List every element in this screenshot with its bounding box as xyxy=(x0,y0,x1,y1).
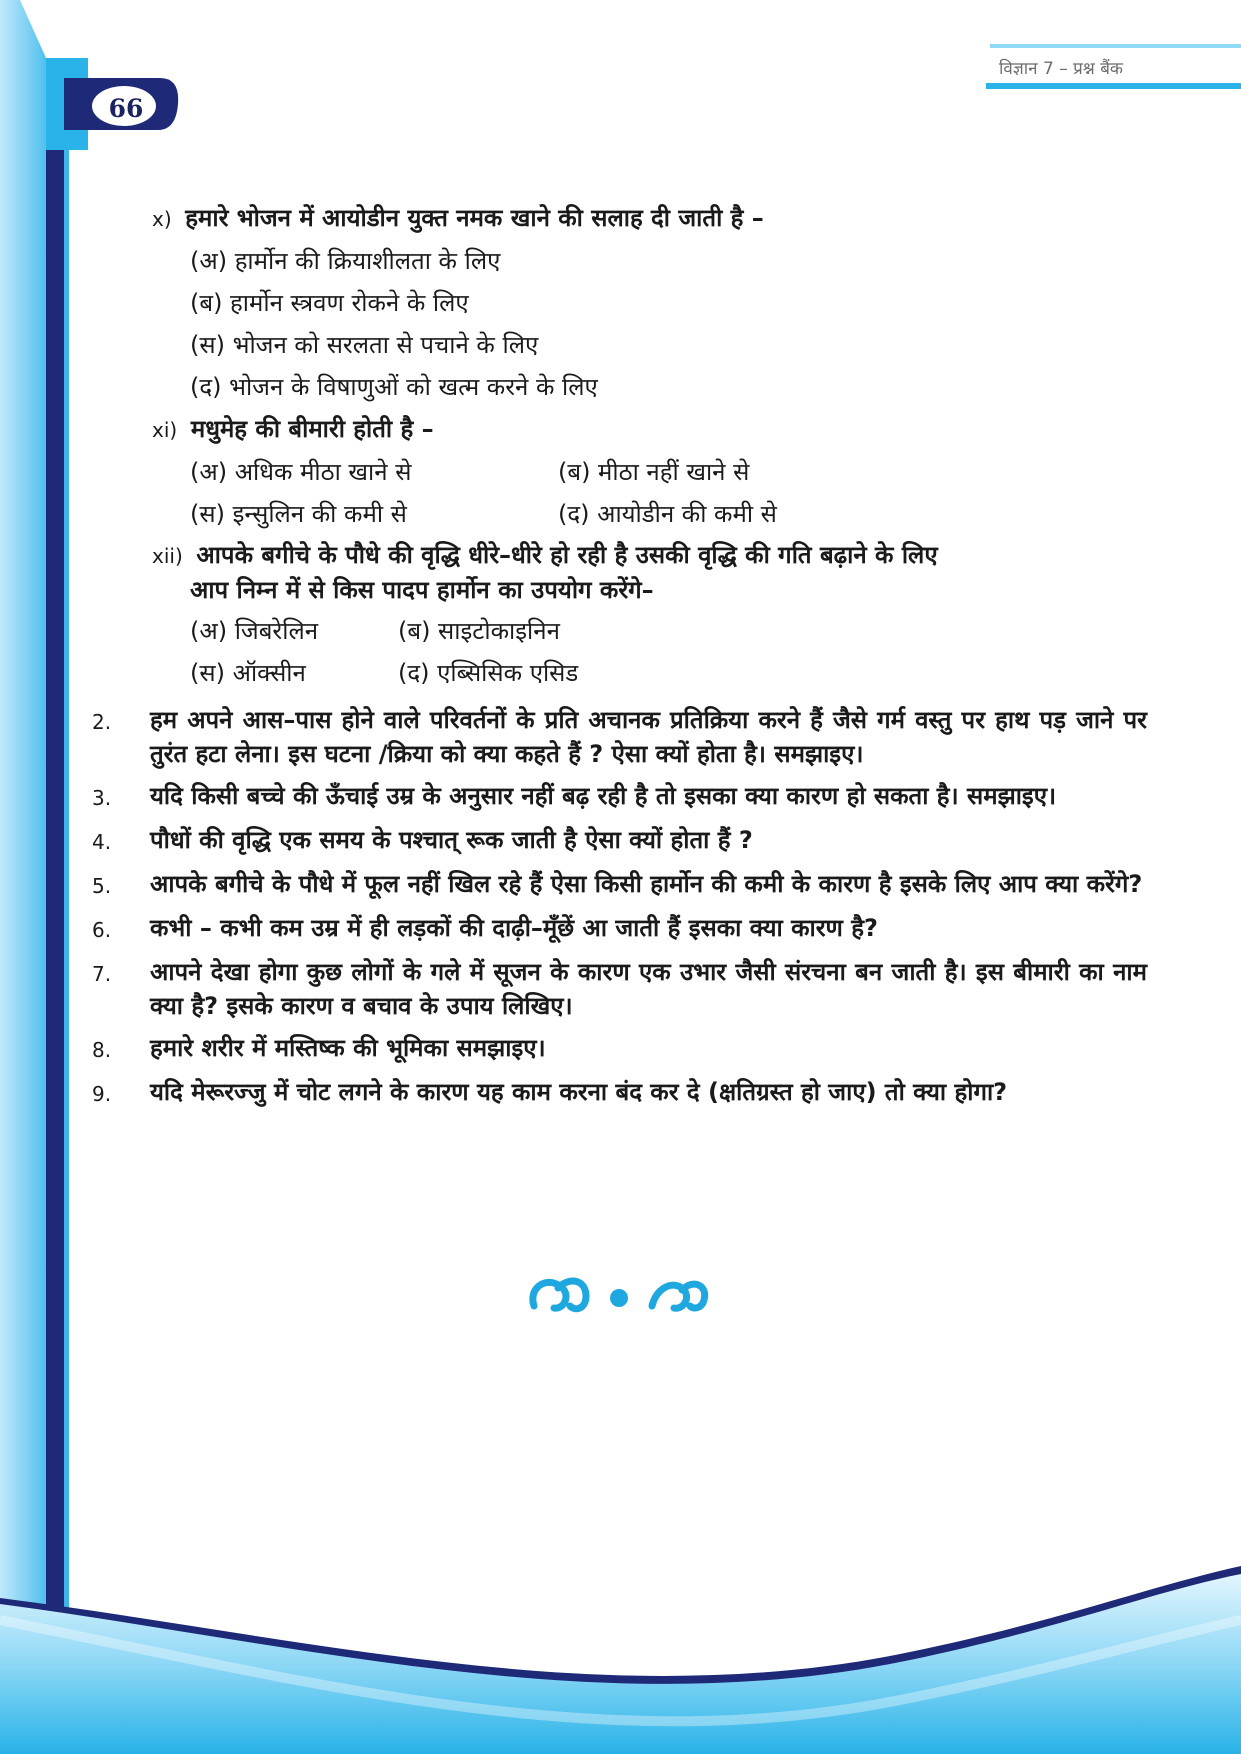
numbered-question xyxy=(92,911,1147,947)
question-label: xii) xyxy=(152,544,183,568)
option: (स) ऑक्सीन xyxy=(190,659,306,687)
page-number: 66 xyxy=(108,93,144,123)
option: (अ) अधिक मीठा खाने से xyxy=(190,458,412,486)
option: (ब) हार्मोन स्त्रवण रोकने के लिए xyxy=(190,289,469,317)
question-number: 3. xyxy=(92,786,112,810)
option: (अ) हार्मोन की क्रियाशीलता के लिए xyxy=(190,247,501,275)
numbered-question xyxy=(92,703,1147,771)
numbered-question xyxy=(92,823,1147,859)
question-text: यदि किसी बच्चे की ऊँचाई उम्र के अनुसार नहीं बढ़ रही है तो इसका क्या कारण हो सकता है। समझाइए। xyxy=(150,782,1057,810)
question-text: मधुमेह की बीमारी होती है – xyxy=(190,415,434,443)
option-row xyxy=(92,496,1147,532)
question-content xyxy=(92,200,1147,1111)
question-text: यदि मेरूरज्जु में चोट लगने के कारण यह काम करना बंद कर दे (क्षतिग्रस्त हो जाए) तो क्या होगा? xyxy=(150,1078,1008,1106)
option: (द) भोजन के विषाणुओं को खत्म करने के लिए xyxy=(190,373,598,401)
option: (द) एब्सिसिक एसिड xyxy=(398,659,579,687)
numbered-question xyxy=(92,867,1147,903)
question-number: 8. xyxy=(92,1038,112,1062)
question-text: कभी – कभी कम उम्र में ही लड़कों की दाढ़ी–मूँछें आ जाती हैं इसका क्या कारण है? xyxy=(150,914,878,942)
question-xi xyxy=(92,411,1147,448)
question-label: x) xyxy=(152,207,172,231)
option: (स) इन्सुलिन की कमी से xyxy=(190,500,407,528)
question-text: हम अपने आस–पास होने वाले परिवर्तनों के प्रति अचानक प्रतिक्रिया करने हैं जैसे गर्म वस्तु पर हाथ पड़ जाने पर तुरंत हटा लेना। इस घटना /क्रिया को क्या कहते हैं ? ऐसा क्यों होता है। समझाइए। xyxy=(150,706,1147,768)
option: (ब) साइटोकाइनिन xyxy=(398,617,560,645)
question-number: 2. xyxy=(92,710,112,734)
question-number: 5. xyxy=(92,874,112,898)
question-x xyxy=(92,200,1147,237)
question-text: आपके बगीचे के पौधे में फूल नहीं खिल रहे हैं ऐसा किसी हार्मोन की कमी के कारण है इसके लिए आप क्या करेंगे? xyxy=(150,870,1143,898)
section-end-ornament-icon xyxy=(524,1268,714,1318)
question-xii xyxy=(92,538,1147,573)
question-text: आपके बगीचे के पौधे की वृद्धि धीरे–धीरे हो रही है उसकी वृद्धि की गति बढ़ाने के लिए xyxy=(196,541,938,569)
numbered-question xyxy=(92,1031,1147,1067)
book-title: विज्ञान 7 – प्रश्न बैंक xyxy=(999,59,1123,79)
question-number: 4. xyxy=(92,830,112,854)
option-row xyxy=(92,454,1147,490)
option: (अ) जिबरेलिन xyxy=(190,617,319,645)
question-number: 7. xyxy=(92,962,112,986)
option: (स) भोजन को सरलता से पचाने के लिए xyxy=(190,331,539,359)
question-text: आपने देखा होगा कुछ लोगों के गले में सूजन के कारण एक उभार जैसी संरचना बन जाती है। इस बीमारी का नाम क्या है? इसके कारण व बचाव के उपाय लिखिए। xyxy=(150,958,1147,1020)
question-number: 6. xyxy=(92,918,112,942)
numbered-question xyxy=(92,1075,1147,1111)
question-text: हमारे शरीर में मस्तिष्क की भूमिका समझाइए। xyxy=(150,1034,546,1062)
option-row xyxy=(92,655,1147,691)
numbered-question xyxy=(92,955,1147,1023)
option: (द) आयोडीन की कमी से xyxy=(558,500,777,528)
question-text-continued: आप निम्न में से किस पादप हार्मोन का उपयोग करेंगे– xyxy=(190,576,654,604)
question-label: xi) xyxy=(152,418,178,442)
question-text: हमारे भोजन में आयोडीन युक्त नमक खाने की सलाह दी जाती है – xyxy=(185,204,764,232)
question-text: पौधों की वृद्धि एक समय के पश्चात् रूक जाती है ऐसा क्यों होता हैं ? xyxy=(150,826,753,854)
option-row xyxy=(92,613,1147,649)
question-number: 9. xyxy=(92,1082,112,1106)
numbered-question xyxy=(92,779,1147,815)
option: (ब) मीठा नहीं खाने से xyxy=(558,458,750,486)
